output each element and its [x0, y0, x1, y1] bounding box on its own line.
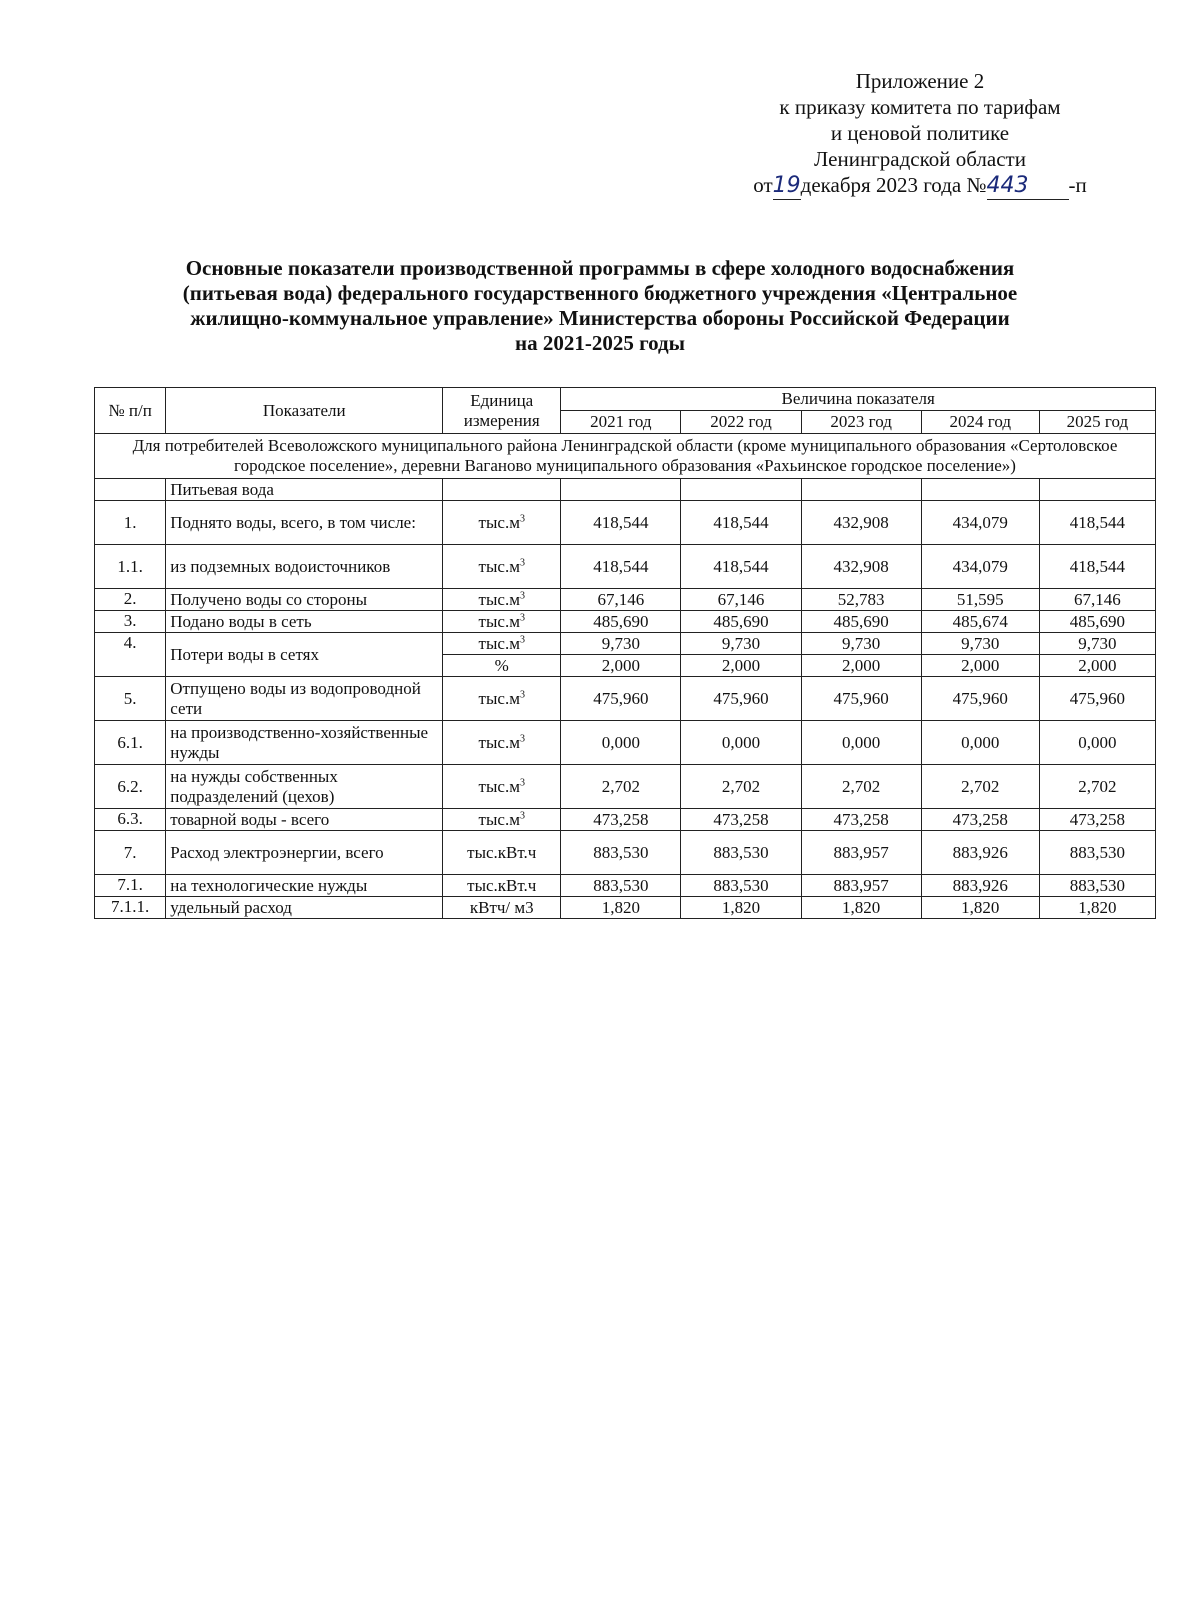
row-number: 1. — [95, 501, 166, 545]
value-cell: 1,820 — [561, 897, 681, 919]
value-cell: 418,544 — [1039, 501, 1155, 545]
row-number: 7.1. — [95, 875, 166, 897]
table-row — [95, 677, 1156, 721]
unit-superscript: 3 — [519, 589, 525, 601]
section-label: Питьевая вода — [166, 479, 443, 501]
value-cell: 883,530 — [681, 875, 801, 897]
unit-text: тыс.кВт.ч — [467, 842, 537, 862]
column-header-unit: Единица измерения — [443, 388, 561, 434]
value-cell: 485,690 — [561, 611, 681, 633]
unit-text: тыс.кВт.ч — [467, 875, 537, 895]
value-cell: 9,730 — [921, 633, 1039, 655]
unit-superscript: 3 — [519, 512, 525, 524]
indicators-table — [94, 387, 1156, 919]
value-cell: 432,908 — [801, 501, 921, 545]
value-cell: 473,258 — [561, 809, 681, 831]
table-cell — [1039, 479, 1155, 501]
value-cell: 475,960 — [801, 677, 921, 721]
unit-cell — [443, 611, 561, 633]
unit-text: тыс.м — [478, 809, 520, 829]
row-number: 7. — [95, 831, 166, 875]
row-number: 1.1. — [95, 545, 166, 589]
unit-superscript: 3 — [519, 556, 525, 568]
title-line-4: на 2021-2025 годы — [514, 331, 686, 355]
table-row — [95, 721, 1156, 765]
value-cell: 2,702 — [681, 765, 801, 809]
table-cell — [95, 479, 166, 501]
value-cell: 418,544 — [561, 501, 681, 545]
unit-cell — [443, 831, 561, 875]
order-prefix: от — [753, 173, 773, 197]
value-cell: 883,530 — [681, 831, 801, 875]
unit-cell — [443, 545, 561, 589]
title-line-3: жилищно-коммунальное управление» Министерства обороны Российской Федерации — [190, 306, 1010, 330]
value-cell: 2,000 — [921, 655, 1039, 677]
unit-text: тыс.м — [478, 611, 520, 631]
document-title — [100, 256, 1100, 356]
unit-cell — [443, 633, 561, 655]
column-header-year: 2022 год — [681, 411, 801, 434]
appendix-label: Приложение 2 — [855, 69, 985, 93]
column-header-indicator: Показатели — [166, 388, 443, 434]
column-header-year: 2023 год — [801, 411, 921, 434]
value-cell: 475,960 — [1039, 677, 1155, 721]
value-cell: 473,258 — [681, 809, 801, 831]
value-cell: 2,000 — [561, 655, 681, 677]
indicator-name: товарной воды - всего — [166, 809, 443, 831]
unit-text: тыс.м — [478, 688, 520, 708]
indicators-table-body — [95, 434, 1156, 919]
indicator-name: Расход электроэнергии, всего — [166, 831, 443, 875]
order-suffix: -п — [1068, 173, 1087, 197]
table-row — [95, 765, 1156, 809]
value-cell: 418,544 — [681, 501, 801, 545]
value-cell: 2,000 — [801, 655, 921, 677]
title-line-1: Основные показатели производственной программы в сфере холодного водоснабжения — [185, 256, 1015, 280]
table-row — [95, 633, 1156, 655]
title-line-2: (питьевая вода) федерального государственного бюджетного учреждения «Центральное — [182, 281, 1018, 305]
order-mid: декабря 2023 года № — [800, 173, 987, 197]
unit-cell — [443, 655, 561, 677]
order-day-handwritten: 19 — [772, 173, 801, 198]
value-cell: 1,820 — [1039, 897, 1155, 919]
value-cell: 418,544 — [561, 545, 681, 589]
table-row — [95, 897, 1156, 919]
table-cell — [801, 479, 921, 501]
column-header-number: № п/п — [95, 388, 166, 434]
value-cell: 883,957 — [801, 831, 921, 875]
unit-superscript: 3 — [519, 809, 525, 821]
value-cell: 1,820 — [921, 897, 1039, 919]
table-cell — [921, 479, 1039, 501]
value-cell: 485,690 — [681, 611, 801, 633]
unit-text: тыс.м — [478, 556, 520, 576]
value-cell: 475,960 — [921, 677, 1039, 721]
column-header-year: 2025 год — [1039, 411, 1155, 434]
value-cell: 485,690 — [801, 611, 921, 633]
value-cell: 883,926 — [921, 875, 1039, 897]
table-row — [95, 831, 1156, 875]
order-reference-line2: к приказу комитета по тарифам — [779, 95, 1061, 119]
unit-superscript: 3 — [519, 633, 525, 645]
value-cell: 2,000 — [681, 655, 801, 677]
indicator-name: на производственно-хозяйственные нужды — [166, 721, 443, 765]
order-date-line — [720, 172, 1120, 200]
value-cell: 418,544 — [681, 545, 801, 589]
value-cell: 883,530 — [1039, 875, 1155, 897]
order-reference-line3: и ценовой политике — [830, 121, 1010, 145]
value-cell: 475,960 — [561, 677, 681, 721]
table-row — [95, 875, 1156, 897]
unit-superscript: 3 — [519, 611, 525, 623]
column-header-year: 2024 год — [921, 411, 1039, 434]
unit-cell — [443, 721, 561, 765]
value-cell: 1,820 — [801, 897, 921, 919]
consumer-note: Для потребителей Всеволожского муниципального района Ленинградской области (кроме муниципального образования «Сертоловское городское поселение», деревни Ваганово муниципального образования «Рахьинское городское поселение») — [95, 434, 1156, 479]
indicator-name: из подземных водоисточников — [166, 545, 443, 589]
indicator-name: удельный расход — [166, 897, 443, 919]
table-row — [95, 611, 1156, 633]
unit-text: тыс.м — [478, 589, 520, 609]
value-cell: 0,000 — [1039, 721, 1155, 765]
value-cell: 432,908 — [801, 545, 921, 589]
value-cell: 67,146 — [1039, 589, 1155, 611]
unit-cell — [443, 589, 561, 611]
value-cell: 485,690 — [1039, 611, 1155, 633]
table-cell — [443, 479, 561, 501]
column-header-value: Величина показателя — [561, 388, 1156, 411]
order-number-handwritten: 443 — [987, 173, 1069, 200]
value-cell: 2,702 — [561, 765, 681, 809]
value-cell: 67,146 — [561, 589, 681, 611]
unit-text: кВтч/ м3 — [469, 897, 534, 917]
table-row — [95, 809, 1156, 831]
unit-superscript: 3 — [519, 732, 525, 744]
value-cell: 67,146 — [681, 589, 801, 611]
value-cell: 883,530 — [561, 831, 681, 875]
value-cell: 51,595 — [921, 589, 1039, 611]
table-row — [95, 545, 1156, 589]
value-cell: 2,702 — [801, 765, 921, 809]
row-number: 2. — [95, 589, 166, 611]
row-number: 6.3. — [95, 809, 166, 831]
unit-cell — [443, 875, 561, 897]
value-cell: 473,258 — [921, 809, 1039, 831]
table-row — [95, 589, 1156, 611]
value-cell: 1,820 — [681, 897, 801, 919]
value-cell: 9,730 — [1039, 633, 1155, 655]
unit-text: тыс.м — [478, 776, 520, 796]
value-cell: 0,000 — [681, 721, 801, 765]
value-cell: 883,530 — [1039, 831, 1155, 875]
indicator-name: Поднято воды, всего, в том числе: — [166, 501, 443, 545]
unit-cell — [443, 897, 561, 919]
row-number: 3. — [95, 611, 166, 633]
order-reference-line4: Ленинградской области — [814, 147, 1026, 171]
indicator-name: на технологические нужды — [166, 875, 443, 897]
value-cell: 475,960 — [681, 677, 801, 721]
value-cell: 9,730 — [561, 633, 681, 655]
unit-text: тыс.м — [478, 512, 520, 532]
value-cell: 52,783 — [801, 589, 921, 611]
value-cell: 473,258 — [801, 809, 921, 831]
row-number: 6.2. — [95, 765, 166, 809]
value-cell: 0,000 — [921, 721, 1039, 765]
row-number: 4. — [95, 633, 166, 677]
table-cell — [681, 479, 801, 501]
appendix-header — [720, 68, 1120, 200]
table-row — [95, 501, 1156, 545]
unit-cell — [443, 765, 561, 809]
row-number: 5. — [95, 677, 166, 721]
value-cell: 9,730 — [801, 633, 921, 655]
value-cell: 434,079 — [921, 501, 1039, 545]
value-cell: 2,702 — [1039, 765, 1155, 809]
value-cell: 434,079 — [921, 545, 1039, 589]
value-cell: 0,000 — [561, 721, 681, 765]
row-number: 7.1.1. — [95, 897, 166, 919]
table-cell — [561, 479, 681, 501]
indicator-name: Получено воды со стороны — [166, 589, 443, 611]
value-cell: 883,530 — [561, 875, 681, 897]
unit-superscript: 3 — [519, 688, 525, 700]
column-header-year: 2021 год — [561, 411, 681, 434]
indicator-name: Потери воды в сетях — [166, 633, 443, 677]
unit-cell — [443, 677, 561, 721]
unit-text: тыс.м — [478, 633, 520, 653]
value-cell: 883,957 — [801, 875, 921, 897]
unit-cell — [443, 809, 561, 831]
unit-text: % — [494, 655, 509, 675]
indicator-name: Подано воды в сеть — [166, 611, 443, 633]
unit-text: тыс.м — [478, 732, 520, 752]
value-cell: 485,674 — [921, 611, 1039, 633]
unit-cell — [443, 501, 561, 545]
row-number: 6.1. — [95, 721, 166, 765]
value-cell: 2,000 — [1039, 655, 1155, 677]
indicator-name: Отпущено воды из водопроводной сети — [166, 677, 443, 721]
value-cell: 2,702 — [921, 765, 1039, 809]
value-cell: 418,544 — [1039, 545, 1155, 589]
value-cell: 883,926 — [921, 831, 1039, 875]
value-cell: 473,258 — [1039, 809, 1155, 831]
indicator-name: на нужды собственных подразделений (цехов) — [166, 765, 443, 809]
value-cell: 9,730 — [681, 633, 801, 655]
unit-superscript: 3 — [519, 776, 525, 788]
value-cell: 0,000 — [801, 721, 921, 765]
